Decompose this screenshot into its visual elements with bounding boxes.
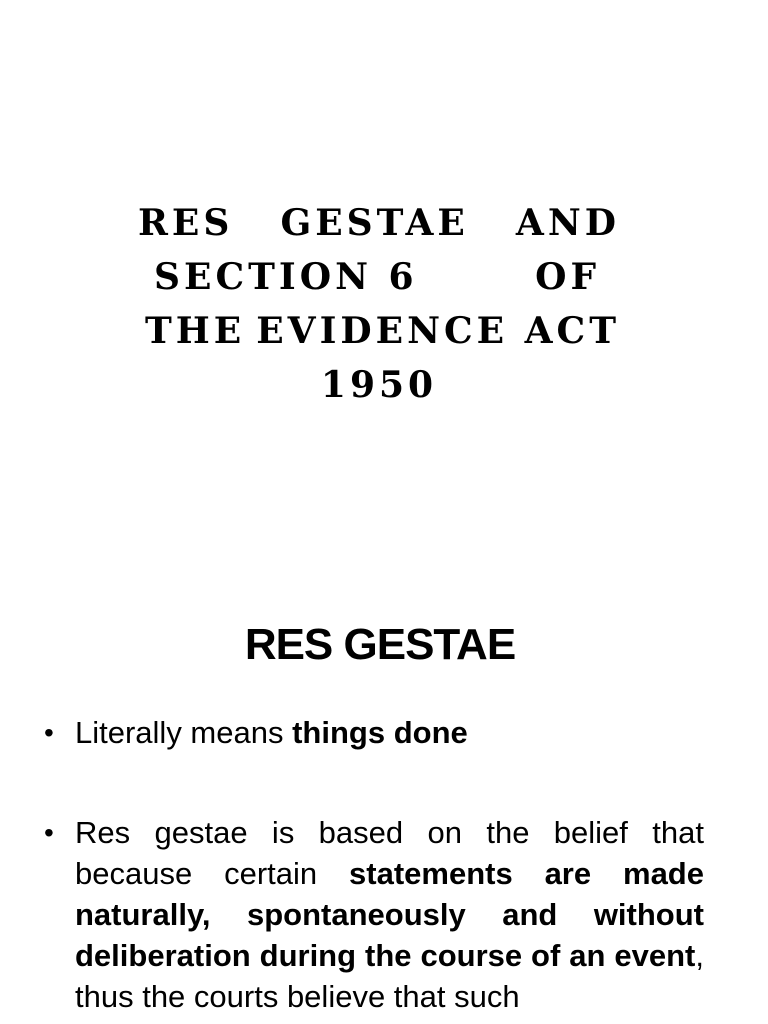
title-line-4 bbox=[138, 358, 620, 412]
title-word: 1950 bbox=[320, 364, 438, 406]
title-word: SECTION 6 bbox=[154, 256, 418, 298]
title-line-2 bbox=[138, 250, 620, 304]
title-word: GESTAE bbox=[280, 202, 469, 244]
bullet-list bbox=[44, 712, 704, 1024]
bullet-bold-text: statements are made naturally, spontaneously and without deliberation during the course of an event bbox=[75, 856, 704, 973]
title-word: AND bbox=[515, 202, 620, 244]
title-word: OF bbox=[535, 256, 600, 298]
title-word: RES bbox=[138, 202, 234, 244]
bullet-icon: • bbox=[44, 817, 54, 848]
bullet-text: Res gestae is based on the belief that because certain bbox=[75, 815, 704, 891]
list-item bbox=[44, 812, 704, 1017]
bullet-icon: • bbox=[44, 717, 54, 748]
bullet-bold-text: things done bbox=[292, 715, 468, 750]
bullet-text-continued: , thus the courts believe that such bbox=[75, 938, 704, 1014]
slide-title bbox=[138, 196, 620, 412]
title-word: EVIDENCE ACT bbox=[256, 310, 620, 352]
title-line-3 bbox=[138, 304, 620, 358]
title-word: THE bbox=[145, 310, 246, 352]
section-heading: RES GESTAE bbox=[244, 620, 516, 669]
bullet-text: Literally means bbox=[75, 715, 293, 750]
title-line-1 bbox=[138, 196, 620, 250]
list-item bbox=[44, 712, 704, 753]
